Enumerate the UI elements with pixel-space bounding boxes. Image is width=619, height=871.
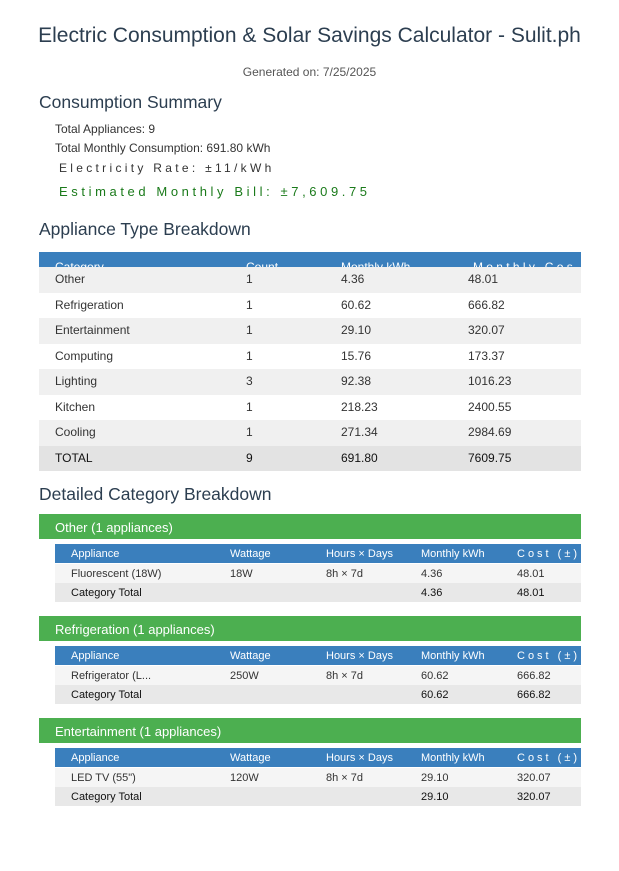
cell-wattage: 18W [230,568,253,580]
category-table [55,544,581,603]
cell-count: 3 [246,374,253,388]
total-row [39,446,581,472]
cell-kwh: 60.62 [421,670,449,682]
cell-count: 1 [246,272,253,286]
cell-cost: 320.07 [517,772,551,784]
col-wattage: Wattage [230,650,271,662]
generated-date: Generated on: 7/25/2025 [242,65,377,79]
cell-category: Computing [55,348,114,363]
cell-category: Lighting [55,374,98,388]
category-header [39,718,581,743]
table-row [39,395,581,421]
col-kwh: Monthly kWh [421,752,485,764]
cell-appliance: Category Total [71,689,142,701]
total-cell-count: 9 [246,450,253,465]
table-row [39,293,581,319]
category-total-row [55,685,581,704]
cell-cost: 2984.69 [468,425,512,439]
col-cost: Cost (±) [517,752,581,764]
total-appliances: Total Appliances: 9 [55,122,156,136]
category-title: Refrigeration (1 appliances) [55,622,215,637]
cell-appliance: LED TV (55") [71,772,136,784]
cell-appliance: Category Total [71,791,142,803]
cell-kwh: 92.38 [341,374,372,388]
table-header [55,646,581,665]
cell-kwh: 4.36 [341,272,365,286]
total-monthly-consumption: Total Monthly Consumption: 691.80 kWh [55,141,271,155]
cell-cost: 666.82 [468,297,505,312]
col-cost: Cost (±) [517,650,581,662]
table-row [39,420,581,446]
cell-count: 1 [246,425,253,439]
cell-cost: 48.01 [468,272,499,286]
table-row [39,318,581,344]
cell-cost: 320.07 [468,323,505,337]
cell-count: 1 [246,399,253,414]
estimated-monthly-bill: Estimated Monthly Bill: ±7,609.75 [59,184,371,199]
table-row [55,768,581,787]
cell-cost: 48.01 [517,568,545,580]
cell-kwh: 60.62 [421,689,449,701]
cell-hours-days: 8h × 7d [326,568,364,580]
cell-kwh: 4.36 [421,568,443,580]
col-cost: Cost (±) [517,548,581,560]
table-row [39,369,581,395]
category-total-row [55,787,581,806]
cell-kwh: 15.76 [341,348,372,363]
cell-cost: 1016.23 [468,374,512,388]
cell-cost: 320.07 [517,791,551,803]
total-cell-category: TOTAL [55,450,93,465]
total-cell-cost: 7609.75 [468,450,512,465]
electricity-rate: Electricity Rate: ±11/kWh [59,161,275,175]
category-title: Entertainment (1 appliances) [55,724,222,739]
cell-kwh: 29.10 [421,791,449,803]
type-breakdown-heading: Appliance Type Breakdown [39,219,251,239]
page-title: Electric Consumption & Solar Savings Calculator - Sulit.ph [38,24,581,47]
category-title: Other (1 appliances) [55,520,173,535]
col-hours-days: Hours × Days [326,548,393,560]
cell-hours-days: 8h × 7d [326,670,364,682]
cell-category: Kitchen [55,399,96,414]
cell-kwh: 29.10 [421,772,449,784]
total-cell-kwh: 691.80 [341,450,378,465]
cell-cost: 48.01 [517,587,545,599]
cell-category: Refrigeration [55,297,124,312]
col-wattage: Wattage [230,548,271,560]
table-row [55,666,581,685]
type-breakdown-table [39,252,581,474]
cell-wattage: 250W [230,670,259,682]
cell-category: Cooling [55,425,96,439]
col-appliance: Appliance [71,548,120,560]
cell-cost: 173.37 [468,348,505,363]
cell-count: 1 [246,348,253,363]
col-hours-days: Hours × Days [326,752,393,764]
cell-hours-days: 8h × 7d [326,772,364,784]
table-row [55,564,581,583]
category-header [39,616,581,641]
cell-appliance: Category Total [71,587,142,599]
cell-kwh: 60.62 [341,297,372,312]
table-header [55,748,581,767]
cell-kwh: 218.23 [341,399,378,414]
col-kwh: Monthly kWh [421,650,485,662]
col-kwh: Monthly kWh [421,548,485,560]
cell-cost: 666.82 [517,689,551,701]
col-wattage: Wattage [230,752,271,764]
col-appliance: Appliance [71,752,120,764]
cell-appliance: Refrigerator (L... [71,670,152,682]
col-appliance: Appliance [71,650,120,662]
summary-heading: Consumption Summary [39,92,222,112]
cell-cost: 666.82 [517,670,551,682]
table-row [39,344,581,370]
cell-kwh: 29.10 [341,323,372,337]
table-header [55,544,581,563]
detailed-heading: Detailed Category Breakdown [39,484,272,504]
cell-kwh: 4.36 [421,587,443,599]
cell-cost: 2400.55 [468,399,512,414]
cell-count: 1 [246,323,253,337]
table-row [39,267,581,293]
cell-kwh: 271.34 [341,425,378,439]
category-total-row [55,583,581,602]
col-hours-days: Hours × Days [326,650,393,662]
cell-count: 1 [246,297,253,312]
category-header [39,514,581,539]
cell-category: Other [55,272,86,286]
cell-wattage: 120W [230,772,259,784]
category-table [55,748,581,807]
cell-appliance: Fluorescent (18W) [71,568,162,580]
category-table [55,646,581,705]
cell-category: Entertainment [55,323,130,337]
